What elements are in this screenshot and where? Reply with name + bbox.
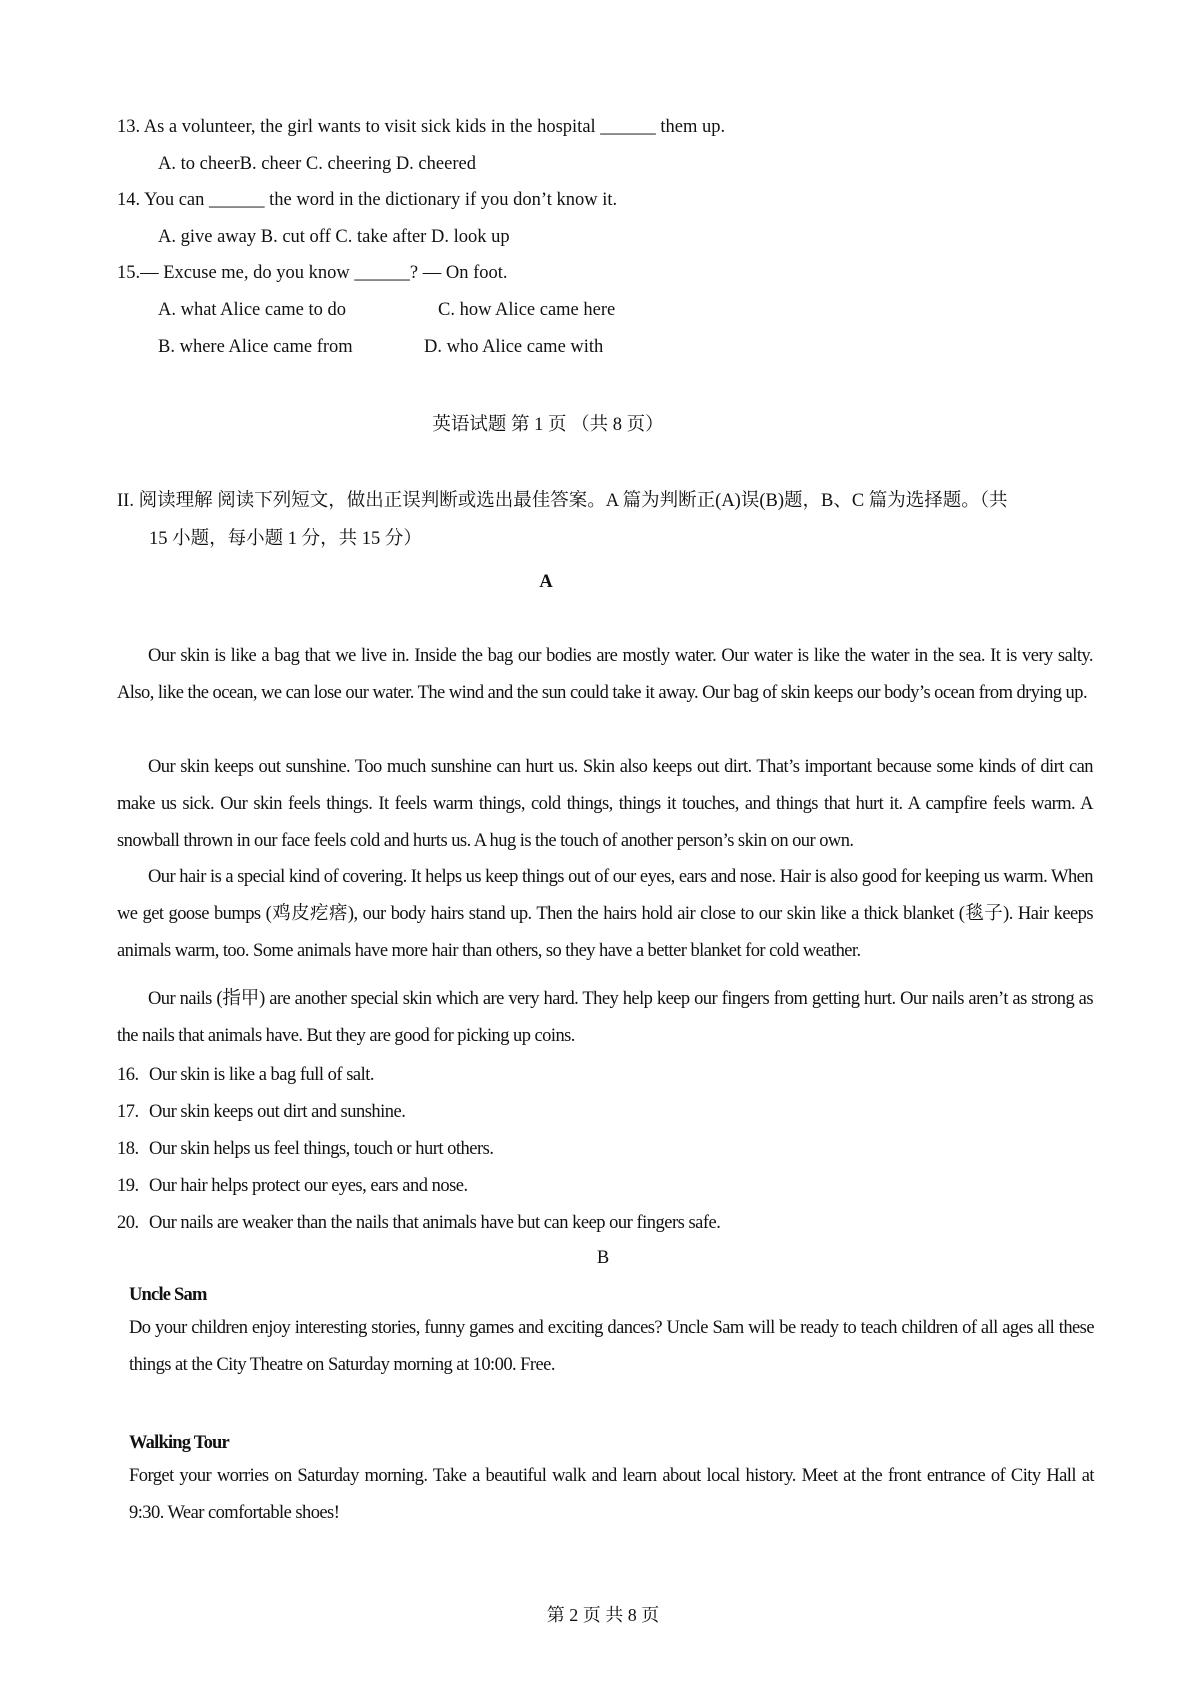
question-15-stem: 15.— Excuse me, do you know ______? — On foot. [117, 263, 508, 283]
statement-17: 17. Our skin keeps out dirt and sunshine. [117, 1102, 406, 1122]
page-footer-2: 第 2 页 共 8 页 [546, 1605, 660, 1625]
question-13-options: A. to cheerB. cheer C. cheering D. cheered [158, 154, 476, 174]
passage-a-label: A [539, 572, 553, 592]
ad-uncle-sam-body: Do your children enjoy interesting stories, funny games and exciting dances? Uncle Sam will be ready to teach children of all ages all these things at the City Theatre on Saturday morning at 10:00. Free. [129, 1318, 1094, 1375]
passage-a-paragraph-1: Our skin is like a bag that we live in. Inside the bag our bodies are mostly water. Our water is like the water in the sea. It is very salty. Also, like the ocean, we can lose our water. The wind and the sun could take it away. Our bag of skin keeps our body’s ocean from drying up. [117, 646, 1093, 703]
passage-a-paragraph-4: Our nails (指甲) are another special skin which are very hard. They help keep our fingers from getting hurt. Our nails aren’t as strong as the nails that animals have. But they are good for picking up coins. [117, 989, 1093, 1046]
passage-b-label: B [596, 1248, 610, 1268]
section-2-heading-line1: II. 阅读理解 阅读下列短文，做出正误判断或选出最佳答案。A 篇为判断正(A)误(B)题，B、C 篇为选择题。（共 [117, 491, 1008, 511]
question-15-option-a: A. what Alice came to do [158, 300, 347, 320]
question-13-stem: 13. As a volunteer, the girl wants to visit sick kids in the hospital ______ them up. [117, 117, 726, 137]
passage-a-paragraph-2: Our skin keeps out sunshine. Too much sunshine can hurt us. Skin also keeps out dirt. That’s important because some kinds of dirt can make us sick. Our skin feels things. It feels warm things, cold things, things it touches, and things that hurt it. A campfire feels warm. A snowball thrown in our face feels cold and hurts us. A hug is the touch of another person’s skin on our own. [117, 757, 1093, 851]
statement-20: 20. Our nails are weaker than the nails that animals have but can keep our fingers safe. [117, 1213, 721, 1233]
statement-16: 16. Our skin is like a bag full of salt. [117, 1065, 375, 1085]
passage-a-paragraph-3: Our hair is a special kind of covering. It helps us keep things out of our eyes, ears and nose. Hair is also good for keeping us warm. When we get goose bumps (鸡皮疙瘩), our body hairs stand up. Then the hairs hold air close to our skin like a thick blanket (毯子). Hair keeps animals warm, too. Some animals have more hair than others, so they have a better blanket for cold weather. [117, 867, 1093, 961]
statement-18: 18. Our skin helps us feel things, touch or hurt others. [117, 1139, 494, 1159]
question-15-option-d: D. who Alice came with [424, 337, 604, 357]
question-15-option-b: B. where Alice came from [158, 337, 353, 357]
page-footer-1: 英语试题 第 1 页 （共 8 页） [432, 415, 664, 435]
question-14-stem: 14. You can ______ the word in the dictionary if you don’t know it. [117, 190, 618, 210]
ad-walking-tour-title: Walking Tour [129, 1433, 229, 1453]
ad-walking-tour-body: Forget your worries on Saturday morning. Take a beautiful walk and learn about local history. Meet at the front entrance of City Hall at 9:30. Wear comfortable shoes! [129, 1466, 1094, 1523]
ad-uncle-sam-title: Uncle Sam [129, 1285, 207, 1305]
question-15-option-c: C. how Alice came here [438, 300, 616, 320]
section-2-heading-line2: 15 小题，每小题 1 分，共 15 分） [149, 529, 422, 549]
section-2-heading [117, 482, 1097, 558]
question-14-options: A. give away B. cut off C. take after D. look up [158, 227, 510, 247]
statement-19: 19. Our hair helps protect our eyes, ears and nose. [117, 1176, 468, 1196]
